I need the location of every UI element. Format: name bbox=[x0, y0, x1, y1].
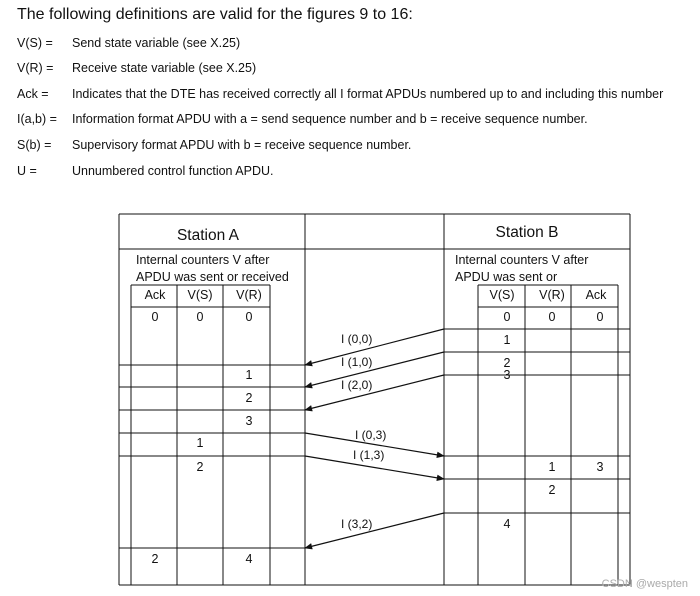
def-text-s: Supervisory format APDU with b = receive sequence number. bbox=[72, 138, 412, 152]
message-arrow-2 bbox=[305, 352, 444, 387]
station-a-col-vr: V(R) bbox=[236, 288, 262, 302]
message-arrows bbox=[305, 329, 444, 548]
message-label-5: I (1,3) bbox=[353, 448, 385, 462]
message-arrow-1 bbox=[305, 329, 444, 365]
station-a-counter-value: 2 bbox=[245, 391, 253, 405]
page-heading: The following definitions are valid for the figures 9 to 16: bbox=[17, 6, 413, 23]
def-term-ack: Ack = bbox=[17, 87, 49, 101]
station-a-counter-value: 4 bbox=[245, 552, 253, 566]
station-b-counter-value: 1 bbox=[548, 460, 556, 474]
station-a-counter-value: 0 bbox=[151, 310, 159, 324]
station-a-counters-line1: Internal counters V after bbox=[136, 253, 270, 267]
station-b-counters-line2: APDU was sent or bbox=[455, 270, 558, 284]
def-text-ack: Indicates that the DTE has received correctly all I format APDUs numbered up to and including this number bbox=[72, 87, 664, 101]
message-arrow-3 bbox=[305, 375, 444, 410]
station-a-counter-value: 2 bbox=[196, 460, 204, 474]
station-a-col-ack: Ack bbox=[144, 288, 166, 302]
station-b-col-vs: V(S) bbox=[489, 288, 515, 302]
station-b-counter-value: 4 bbox=[503, 517, 511, 531]
message-label-1: I (0,0) bbox=[341, 332, 373, 346]
station-b-counter-value: 2 bbox=[503, 356, 511, 370]
station-b-counter-value: 2 bbox=[548, 483, 556, 497]
station-b-counter-value: 3 bbox=[503, 368, 511, 382]
message-label-4: I (0,3) bbox=[355, 428, 387, 442]
def-term-vr: V(R) = bbox=[17, 61, 54, 75]
station-a-counter-value: 0 bbox=[196, 310, 204, 324]
station-b-counter-value: 0 bbox=[596, 310, 604, 324]
message-arrow-6 bbox=[305, 513, 444, 548]
station-a-title: Station A bbox=[176, 227, 240, 244]
station-a-counter-value: 1 bbox=[196, 436, 204, 450]
station-a-counter-value: 3 bbox=[245, 414, 253, 428]
def-term-vs: V(S) = bbox=[17, 36, 53, 50]
station-b-col-vr: V(R) bbox=[539, 288, 565, 302]
def-text-vr: Receive state variable (see X.25) bbox=[72, 61, 257, 75]
message-label-6: I (3,2) bbox=[341, 517, 373, 531]
watermark: CSDN @wespten bbox=[601, 578, 688, 590]
station-b-counter-value: 0 bbox=[548, 310, 556, 324]
station-b-counter-value: 1 bbox=[503, 333, 511, 347]
station-b-col-ack: Ack bbox=[585, 288, 607, 302]
station-b-counters-line1: Internal counters V after bbox=[455, 253, 589, 267]
station-a-counters-line2: APDU was sent or received bbox=[136, 270, 289, 284]
diagram-labels bbox=[136, 224, 607, 302]
message-label-2: I (1,0) bbox=[341, 355, 373, 369]
def-text-u: Unnumbered control function APDU. bbox=[72, 164, 274, 178]
def-term-s: S(b) = bbox=[17, 138, 52, 152]
station-a-counter-value: 2 bbox=[151, 552, 159, 566]
message-label-3: I (2,0) bbox=[341, 378, 373, 392]
station-a-counter-value: 1 bbox=[245, 368, 253, 382]
def-term-u: U = bbox=[17, 164, 37, 178]
station-a-col-vs: V(S) bbox=[187, 288, 213, 302]
station-b-title: Station B bbox=[495, 224, 559, 241]
station-b-counter-value: 3 bbox=[596, 460, 604, 474]
def-term-i: I(a,b) = bbox=[17, 112, 57, 126]
def-text-i: Information format APDU with a = send sequence number and b = receive sequence number. bbox=[72, 112, 588, 126]
station-b-counter-value: 0 bbox=[503, 310, 511, 324]
def-text-vs: Send state variable (see X.25) bbox=[72, 36, 241, 50]
station-a-counter-value: 0 bbox=[245, 310, 253, 324]
